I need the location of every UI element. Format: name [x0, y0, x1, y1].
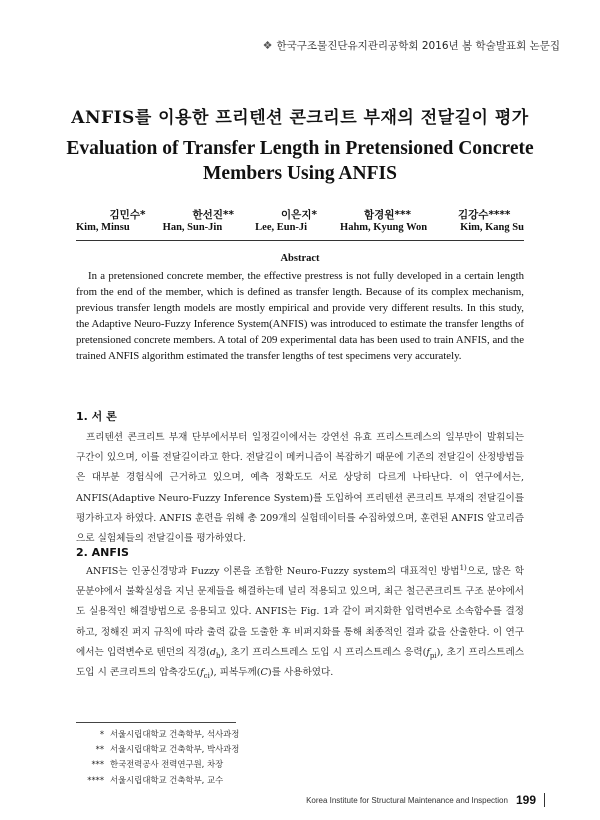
- author-en-3: Lee, Eun-Ji: [255, 222, 308, 233]
- reference-mark: 1): [459, 563, 467, 572]
- journal-header: [263, 38, 560, 53]
- title-english-line2: Members Using ANFIS: [203, 163, 397, 184]
- section2-text-f: )를 사용하였다.: [267, 667, 334, 679]
- var-fpi: f: [426, 646, 430, 658]
- authors-korean: [76, 207, 544, 222]
- footnote-2: [76, 742, 239, 757]
- footnotes: [76, 727, 239, 788]
- authors-divider: [76, 240, 524, 241]
- var-fci-sub: ci: [203, 671, 210, 680]
- footnote-mark: *: [99, 729, 104, 739]
- footnote-1: [76, 727, 239, 742]
- page-footer: [306, 793, 545, 807]
- author-ko-1: 김민수*: [109, 209, 146, 221]
- section2-text-e: ), 피복두께(: [209, 667, 261, 679]
- footnote-mark: **: [95, 744, 104, 755]
- footnote-4: [76, 773, 239, 788]
- footnote-3: [76, 757, 239, 772]
- abstract-text: In a pretensioned concrete member, the effective prestress is not fully developed in a certain length from the end of the member, which is defined as transfer length. Because of its complex mechanism, previous transfer length models are mostly empirical and provide very different results. In this study, the Adaptive Neuro-Fuzzy Inference System(ANFIS) was introduced to estimate the transfer lengths of pretensioned concrete members. A total of 209 experimental data has been used to train ANFIS, and the trained ANFIS algorithm estimated the transfer lengths of test specimens very accurately.: [76, 270, 524, 363]
- footer-bar: [544, 793, 545, 807]
- var-fci: f: [200, 667, 204, 679]
- author-en-2: Han, Sun-Jin: [162, 222, 223, 233]
- author-ko-3: 이은지*: [281, 209, 317, 221]
- author-en-5: Kim, Kang Su: [460, 222, 524, 233]
- author-en-1: Kim, Minsu: [76, 222, 130, 233]
- title-korean: ANFIS를 이용한 프리텐션 콘크리트 부재의 전달길이 평가: [71, 108, 529, 128]
- footnote-text: 서울시립대학교 건축학부, 석사과정: [110, 729, 240, 739]
- section2-text-c: ), 초기 프리스트레스 도입 시 프리스트레스 응력(: [220, 646, 427, 658]
- author-ko-4: 함경원***: [364, 209, 411, 221]
- var-db: d: [209, 646, 216, 658]
- footnote-text: 서울시립대학교 건축학부, 교수: [110, 774, 224, 785]
- journal-header-text: 한국구조물진단유지관리공학회 2016년 봄 학술발표회 논문집: [276, 40, 560, 52]
- footnote-mark: ***: [91, 759, 104, 770]
- title-english: [0, 136, 600, 186]
- footnote-text: 한국전력공사 전력연구원, 차장: [110, 759, 224, 770]
- author-en-4: Hahm, Kyung Won: [340, 222, 428, 233]
- diamond-bullet-icon: ❖: [262, 39, 273, 52]
- authors-english: [76, 222, 524, 233]
- title-english-line1: Evaluation of Transfer Length in Pretensioned Concrete: [66, 138, 534, 159]
- section1-text: 프리텐션 콘크리트 부재 단부에서부터 일정길이에서는 강연선 유효 프리스트레스의 일부만이 발휘되는 구간이 있으며, 이를 전달길이라고 한다. 전달길이 메커니즘이 복잡하기 때문에 기존의 전달길이 산정방법들은 대부분 경험식에 근거하고 있으며, 예측 정확도도 서로 상당히 다르게 나타난다. 이 연구에서는, ANFIS(Adaptive Neuro-Fuzzy Inference System)를 도입하여 프리텐션 콘크리트 부재의 전달길이를 평가하고자 하였다. ANFIS 훈련을 위해 총 209개의 실험데이터를 수집하였으며, 훈련된 ANFIS 알고리즘으로 실험체들의 전달길이를 평가하였다.: [76, 432, 524, 545]
- abstract-heading: Abstract: [280, 253, 320, 264]
- var-c: C: [260, 667, 268, 679]
- footnote-divider: [76, 722, 236, 723]
- author-ko-5: 김강수****: [458, 209, 511, 221]
- author-ko-2: 한선진**: [192, 209, 234, 221]
- page-number: 199: [515, 793, 536, 807]
- var-fpi-sub: pi: [429, 651, 437, 660]
- section2-text-a: ANFIS는 인공신경망과 Fuzzy 이론을 조합한 Neuro-Fuzzy system의 대표적인 방법: [86, 566, 460, 577]
- section2-text: [76, 562, 524, 683]
- var-db-sub: b: [216, 651, 221, 660]
- section1-heading: 1. 서 론: [76, 410, 117, 423]
- footnote-mark: ****: [87, 774, 104, 785]
- footnote-text: 서울시립대학교 건축학부, 박사과정: [110, 744, 240, 755]
- section2-heading: 2. ANFIS: [76, 546, 129, 559]
- section2-text-b: 으로, 많은 학문분야에서 불확실성을 지닌 문제들을 해결하는데 널리 적용되고 있으며, 최근 철근콘크리트 구조 분야에서도 실용적인 해결방법으로 응용되고 있다. ANFIS는 Fig. 1과 같이 퍼지화한 입력변수로 소속함수를 결정하고, 정해진 퍼지 규칙에 따라 출력 값을 도출한 후 비퍼지화를 통해 최종적인 결과 값을 산출한다. 이 연구에서는 입력변수로 텐던의 직경(: [76, 566, 524, 658]
- footer-text: Korea Institute for Structural Maintenance and Inspection: [306, 795, 508, 805]
- section2-text-d: ), 초기 프리스트레스 도입 시 콘크리트의 압축강도(: [76, 646, 524, 679]
